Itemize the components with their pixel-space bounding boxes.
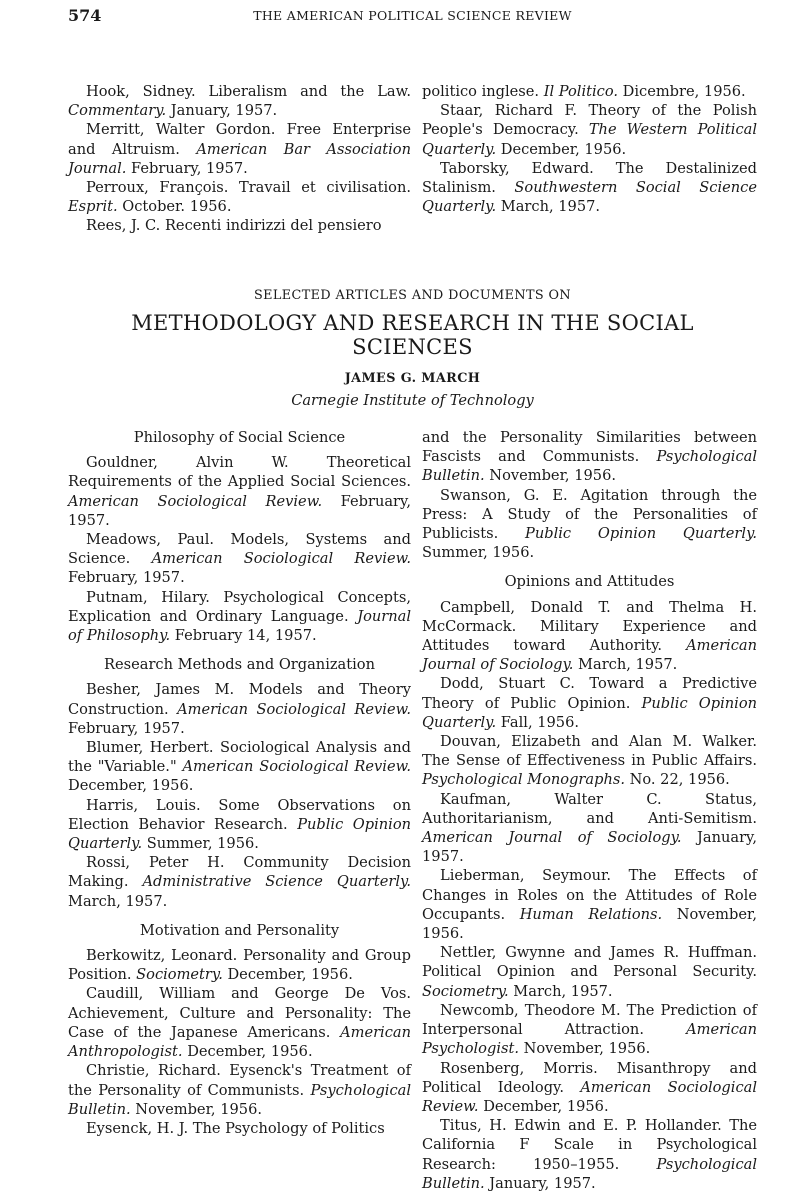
journal-name: American Psychologist.	[422, 1021, 757, 1058]
bibliography-entry	[422, 1001, 757, 1059]
journal-name: Psychological Bulletin.	[422, 1155, 757, 1192]
bibliography-entry	[422, 598, 757, 675]
bibliography-entry	[68, 984, 411, 1061]
bibliography-entry	[422, 866, 757, 943]
entry-text: Summer, 1956.	[422, 544, 535, 562]
bibliography-entry	[68, 946, 411, 984]
journal-name: Il Politico.	[543, 83, 619, 100]
entry-text: Besher, James M. Models and Theory Construction.	[68, 681, 411, 718]
entry-text: November, 1956.	[484, 467, 616, 485]
entry-text: Rosenberg, Morris. Misanthropy and Political Ideology.	[422, 1059, 757, 1096]
bibliography-entry	[68, 588, 411, 646]
bibliography-entry	[422, 486, 757, 563]
bibliography-entry	[422, 1116, 757, 1193]
journal-name: American Sociological Review.	[422, 1078, 757, 1115]
bibliography-entry	[422, 1059, 757, 1117]
journal-name: The Western Political Quarterly.	[422, 121, 757, 158]
bibliography-entry	[68, 120, 411, 178]
entry-text: March, 1957.	[573, 656, 678, 674]
entry-text: Staar, Richard F. Theory of the Polish People's Democracy.	[422, 102, 757, 139]
entry-text: Berkowitz, Leonard. Personality and Group Position.	[68, 947, 411, 984]
bibliography-entry	[68, 453, 411, 530]
entry-text: November, 1956.	[518, 1040, 651, 1058]
bibliography-entry	[422, 82, 757, 101]
entry-text: December, 1956.	[478, 1097, 609, 1115]
entry-text: December, 1956.	[222, 966, 353, 984]
bibliography-entry	[68, 796, 411, 854]
entry-text: Swanson, G. E. Agitation through the Press: A Study of the Personalities of Publicists.	[422, 486, 757, 543]
entry-text: Putnam, Hilary. Psychological Concepts, Explication and Ordinary Language.	[68, 588, 411, 625]
journal-name: Sociometry.	[136, 966, 223, 984]
entry-text: politico inglese.	[422, 83, 544, 100]
journal-name: American Bar Association Journal.	[68, 140, 411, 177]
continued-list-left	[68, 82, 411, 236]
entry-text: December, 1956.	[182, 1043, 313, 1061]
bibliography-entry	[68, 680, 411, 738]
bibliography-entry	[68, 216, 411, 235]
entry-text: Eysenck, H. J. The Psychology of Politics	[86, 1119, 385, 1137]
continued-list-right	[422, 82, 757, 216]
bibliography-entry	[68, 853, 411, 911]
entry-text: January, 1957.	[484, 1174, 596, 1192]
entry-text: Blumer, Herbert. Sociological Analysis and the "Variable."	[68, 739, 411, 776]
entry-text: Fall, 1956.	[496, 713, 580, 731]
bibliography-entry	[68, 1119, 411, 1138]
entry-text: Lieberman, Seymour. The Effects of Changes in Roles on the Attitudes of Role Occupants.	[422, 867, 757, 923]
running-header	[68, 6, 757, 30]
entry-text: Perroux, François. Travail et civilisation.	[86, 179, 411, 197]
entry-text: February, 1957.	[68, 492, 411, 529]
journal-name: Psychological Bulletin.	[68, 1081, 411, 1118]
bibliography-entry	[422, 159, 757, 217]
entry-text: Harris, Louis. Some Observations on Election Behavior Research.	[68, 796, 411, 833]
title-line-2: METHODOLOGY AND RESEARCH IN THE SOCIAL SCIENCES	[131, 311, 694, 359]
journal-name: American Sociological Review.	[177, 700, 412, 718]
page-number: 574	[68, 6, 102, 25]
bibliography-entry	[68, 178, 411, 216]
entry-text: Campbell, Donald T. and Thelma H. McCormack. Military Experience and Attitudes toward Authority.	[422, 598, 757, 655]
section-heading: Motivation and Personality	[139, 921, 340, 939]
journal-name: American Sociological Review.	[68, 492, 323, 510]
journal-name: Journal of Philosophy.	[68, 607, 411, 645]
entry-text: February, 1957.	[126, 159, 248, 177]
bibliography-entry	[422, 101, 757, 159]
section-heading: Research Methods and Organization	[104, 656, 375, 674]
journal-name: Commentary.	[68, 102, 167, 120]
section-heading: Opinions and Attitudes	[504, 573, 675, 591]
bibliography-entry	[422, 428, 757, 486]
journal-name: American Journal of Sociology.	[422, 637, 757, 674]
entry-text: Meadows, Paul. Models, Systems and Science.	[68, 531, 411, 568]
entry-text: Merritt, Walter Gordon. Free Enterprise and Altruism.	[68, 121, 411, 158]
journal-name: Public Opinion Quarterly.	[68, 815, 411, 853]
entry-text: March, 1957.	[68, 892, 168, 910]
entry-text: March, 1957.	[508, 982, 613, 1000]
entry-text: December, 1956.	[68, 777, 194, 795]
bibliography-right-column	[422, 428, 757, 1193]
entry-text: February, 1957.	[68, 569, 185, 587]
entry-text: February 14, 1957.	[170, 627, 317, 645]
entry-text: November, 1956.	[130, 1100, 262, 1118]
author: JAMES G. MARCH	[344, 371, 481, 386]
entry-text: No. 22, 1956.	[624, 771, 730, 789]
entry-text: Dodd, Stuart C. Toward a Predictive Theory of Public Opinion.	[422, 675, 757, 712]
title-line-1: SELECTED ARTICLES AND DOCUMENTS ON	[253, 288, 572, 303]
entry-text: Newcomb, Theodore M. The Prediction of Interpersonal Attraction.	[422, 1001, 757, 1039]
entry-text: Hook, Sidney. Liberalism and the Law.	[86, 83, 411, 100]
entry-text: December, 1956.	[496, 140, 627, 158]
journal-name: Psychological Monographs.	[422, 771, 625, 789]
bibliography-left-column	[68, 428, 411, 1138]
bibliography-entry	[68, 530, 411, 588]
bibliography-entry	[422, 943, 757, 1001]
article-title-block	[68, 288, 757, 409]
journal-name: American Sociological Review.	[151, 550, 411, 568]
entry-text: Caudill, William and George De Vos. Achievement, Culture and Personality: The Case of the Japanese Americans.	[68, 985, 411, 1041]
bibliography-entry	[68, 82, 411, 120]
entry-text: Douvan, Elizabeth and Alan M. Walker. The Sense of Effectiveness in Public Affairs.	[422, 733, 757, 770]
journal-name: Psychological Bulletin.	[422, 448, 757, 485]
entry-text: Summer, 1956.	[142, 835, 259, 853]
entry-text: January, 1957.	[422, 829, 757, 866]
bibliography-entry	[422, 790, 757, 867]
entry-text: November, 1956.	[422, 905, 757, 943]
journal-name: Public Opinion Quarterly.	[525, 525, 758, 543]
journal-name: Public Opinion Quarterly.	[422, 694, 758, 731]
journal-name: American Sociological Review.	[182, 758, 411, 776]
entry-text: October. 1956.	[117, 198, 232, 216]
journal-name: Administrative Science Quarterly.	[142, 873, 411, 891]
entry-text: March, 1957.	[496, 198, 601, 216]
entry-text: Rossi, Peter H. Community Decision Making.	[68, 854, 411, 891]
entry-text: Titus, H. Edwin and E. P. Hollander. The California F Scale in Psychological Research: 1950–1955.	[422, 1117, 757, 1173]
journal-name: Sociometry.	[422, 982, 509, 1000]
bibliography-entry	[422, 732, 757, 790]
journal-name: Esprit.	[68, 198, 118, 216]
bibliography-entry	[68, 738, 411, 796]
journal-name: American Anthropologist.	[68, 1023, 411, 1061]
journal-name: Southwestern Social Science Quarterly.	[422, 179, 757, 216]
journal-title: THE AMERICAN POLITICAL SCIENCE REVIEW	[253, 8, 572, 23]
entry-text: Dicembre, 1956.	[618, 83, 746, 100]
journal-name: Human Relations.	[519, 905, 663, 923]
section-heading: Philosophy of Social Science	[133, 429, 346, 446]
bibliography-entry	[68, 1061, 411, 1119]
bibliography-entry	[422, 674, 757, 732]
affiliation: Carnegie Institute of Technology	[291, 392, 534, 409]
entry-text: Taborsky, Edward. The Destalinized Stalinism.	[422, 159, 757, 197]
entry-text: Nettler, Gwynne and James R. Huffman. Political Opinion and Personal Security.	[422, 944, 757, 981]
entry-text: Gouldner, Alvin W. Theoretical Requirements of the Applied Social Sciences.	[68, 454, 411, 491]
entry-text: January, 1957.	[166, 102, 278, 120]
entry-text: Rees, J. C. Recenti indirizzi del pensiero	[86, 217, 382, 235]
entry-text: February, 1957.	[68, 719, 185, 737]
journal-name: American Journal of Sociology.	[422, 829, 682, 847]
entry-text: Kaufman, Walter C. Status, Authoritarianism, and Anti-Semitism.	[422, 790, 757, 827]
entry-text: Christie, Richard. Eysenck's Treatment of the Personality of Communists.	[68, 1062, 411, 1099]
entry-text: and the Personality Similarities between Fascists and Communists.	[422, 429, 757, 466]
